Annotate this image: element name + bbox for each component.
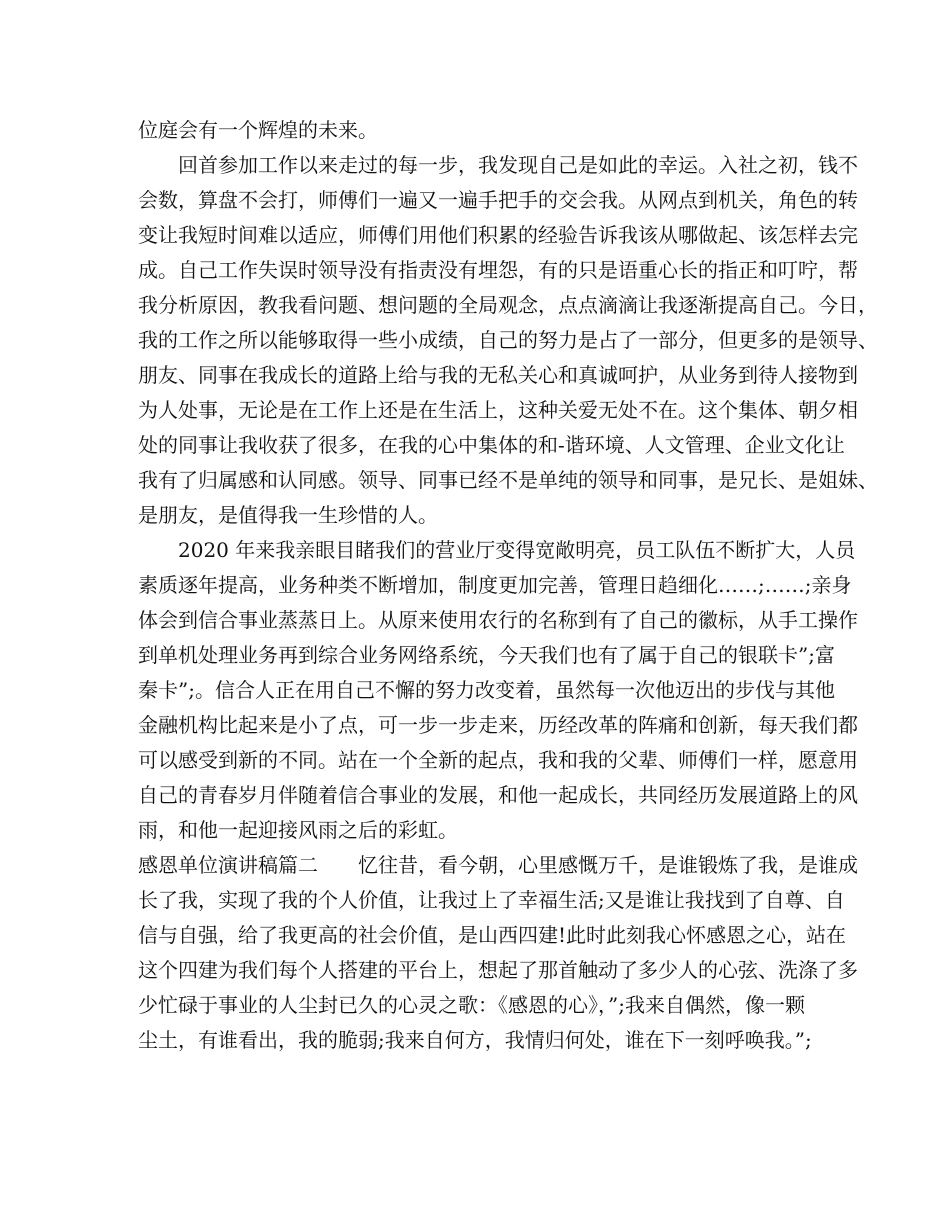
text-line: 雨，和他一起迎接风雨之后的彩虹。: [138, 818, 458, 842]
text-line: 秦卡”;。信合人正在用自己不懈的努力改变着，虽然每一次他迈出的步伐与其他: [138, 678, 835, 702]
text-line: 回首参加工作以来走过的每一步，我发现自己是如此的幸运。入社之初，钱不: [178, 153, 858, 177]
text-line: 处的同事让我收获了很多，在我的心中集体的和-谐环境、人文管理、企业文化让: [138, 433, 845, 457]
text-line: 为人处事，无论是在工作上还是在生活上，这种关爱无处不在。这个集体、朝夕相: [138, 398, 858, 422]
text-line: 尘土，有谁看出，我的脆弱;我来自何方，我情归何处，谁在下一刻呼唤我。”;: [138, 1028, 812, 1052]
text-line: 信与自强，给了我更高的社会价值，是山西四建!此时此刻我心怀感恩之心，站在: [138, 923, 847, 947]
document-body: [138, 113, 878, 1058]
text-line: 自己的青春岁月伴随着信合事业的发展，和他一起成长，共同经历发展道路上的风: [138, 783, 858, 807]
text-line: 变让我短时间难以适应，师傅们用他们积累的经验告诉我该从哪做起、该怎样去完: [138, 223, 858, 247]
text-line: 会数，算盘不会打，师傅们一遍又一遍手把手的交会我。从网点到机关，角色的转: [138, 188, 858, 212]
text-line: 可以感受到新的不同。站在一个全新的起点，我和我的父辈、师傅们一样，愿意用: [138, 748, 858, 772]
text-line: 体会到信合事业蒸蒸日上。从原来使用农行的名称到有了自己的徽标，从手工操作: [138, 608, 858, 632]
text-line: 长了我，实现了我的个人价值，让我过上了幸福生活;又是谁让我找到了自尊、自: [138, 888, 845, 912]
text-line: 金融机构比起来是小了点，可一步一步走来，历经改革的阵痛和创新，每天我们都: [138, 713, 858, 737]
text-line: 成。自己工作失误时领导没有指责没有埋怨，有的只是语重心长的指正和叮咛，帮: [138, 258, 858, 282]
text-line: 到单机处理业务再到综合业务网络系统，今天我们也有了属于自己的银联卡”;富: [138, 643, 835, 667]
text-line: 我有了归属感和认同感。领导、同事已经不是单纯的领导和同事，是兄长、是姐妹、: [138, 468, 878, 492]
text-line: 朋友、同事在我成长的道路上给与我的无私关心和真诚呵护，从业务到待人接物到: [138, 363, 858, 387]
text-line: 位庭会有一个辉煌的未来。: [138, 118, 378, 142]
text-line: 感恩单位演讲稿篇二 忆往昔，看今朝，心里感慨万千，是谁锻炼了我，是谁成: [138, 853, 858, 877]
text-line: 素质逐年提高，业务种类不断增加，制度更加完善，管理日趋细化……;……;亲身: [138, 573, 852, 597]
text-line: 我分析原因，教我看问题、想问题的全局观念，点点滴滴让我逐渐提高自己。今日，: [138, 293, 878, 317]
text-line: 是朋友，是值得我一生珍惜的人。: [138, 503, 438, 527]
text-line: 少忙碌于事业的人尘封已久的心灵之歌：《感恩的心》，”;我来自偶然，像一颗: [138, 993, 805, 1017]
text-line: 这个四建为我们每个人搭建的平台上，想起了那首触动了多少人的心弦、洗涤了多: [138, 958, 858, 982]
text-line: 我的工作之所以能够取得一些小成绩，自己的努力是占了一部分，但更多的是领导、: [138, 328, 878, 352]
text-line: 2020 年来我亲眼目睹我们的营业厅变得宽敞明亮，员工队伍不断扩大，人员: [178, 538, 856, 562]
